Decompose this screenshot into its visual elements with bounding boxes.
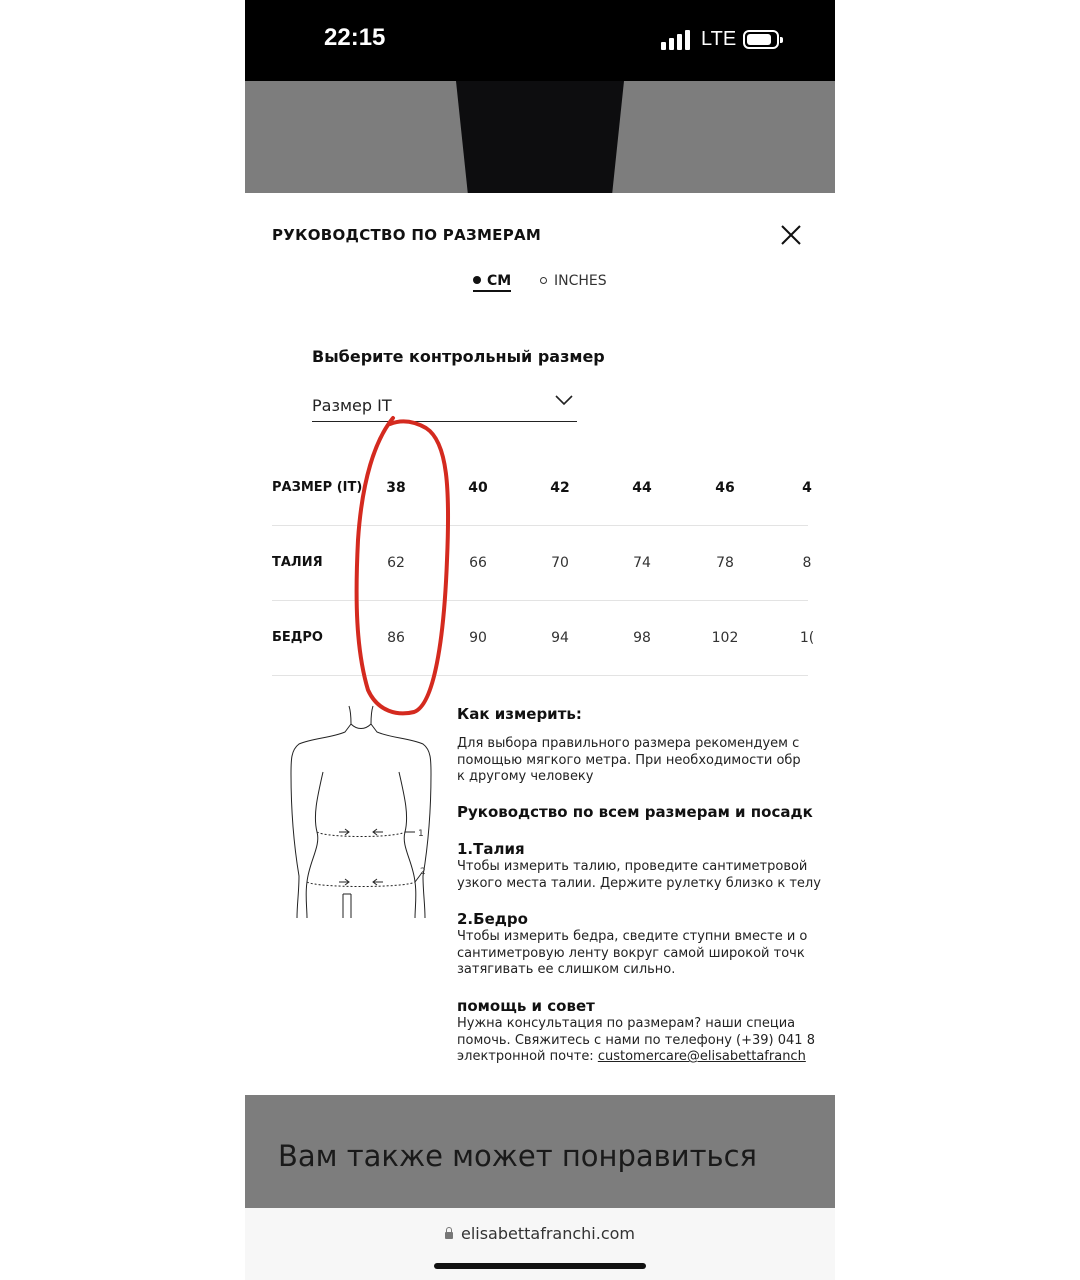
modal-title: РУКОВОДСТВО ПО РАЗМЕРАМ	[272, 226, 542, 244]
status-time: 22:15	[324, 24, 386, 51]
browser-address-bar[interactable]	[245, 1208, 835, 1280]
home-indicator[interactable]	[434, 1263, 646, 1269]
waist-cell: 8	[802, 555, 812, 571]
size-cell: 44	[632, 480, 652, 496]
table-row	[272, 450, 812, 526]
waist-cell: 66	[469, 555, 487, 571]
phone-screen	[245, 0, 835, 1280]
marker-1: 1	[418, 829, 424, 839]
support-email-link[interactable]: customercare@elisabettafranch	[597, 1049, 806, 1064]
how-to-heading: Как измерить:	[457, 705, 582, 723]
hip-text: Чтобы измерить бедра, сведите ступни вместе и о сантиметровую ленту вокруг самой широкой точк затягивать ее слишком сильно.	[457, 929, 808, 977]
waist-cell: 78	[716, 555, 734, 571]
size-system-value: Размер IT	[312, 396, 392, 415]
help-heading: помощь и совет	[457, 997, 595, 1015]
size-guide-modal	[245, 193, 835, 1095]
table-row	[272, 600, 815, 676]
size-cell: 40	[468, 480, 488, 496]
hip-cell: 94	[551, 630, 569, 646]
help-text: Нужна консультация по размерам? наши специа помочь. Свяжитесь с нами по телефону (+39) 041 8 электронной почте: customercare@elisabettafranch	[457, 1016, 815, 1064]
row-label: ТАЛИЯ	[272, 555, 323, 570]
hip-cell: 98	[633, 630, 651, 646]
body-measurement-figure	[287, 698, 437, 923]
status-bar	[245, 0, 835, 81]
reference-size-label: Выберите контрольный размер	[312, 347, 605, 366]
hip-cell: 86	[387, 630, 405, 646]
hip-cell: 1(	[799, 630, 815, 646]
size-cell: 46	[715, 480, 735, 496]
battery-icon	[743, 30, 779, 49]
unit-inches-label: INCHES	[554, 273, 607, 289]
how-to-measure	[457, 703, 821, 1083]
radio-selected-icon	[473, 276, 481, 284]
url-text: elisabettafranchi.com	[460, 1224, 636, 1243]
waist-cell: 74	[633, 555, 651, 571]
network-type: LTE	[701, 28, 737, 50]
waist-cell: 62	[387, 555, 405, 571]
recommendations-banner	[245, 1095, 835, 1208]
signal-icon	[661, 30, 691, 50]
recommendations-heading: Вам также может понравиться	[278, 1139, 757, 1173]
unit-cm-option[interactable]	[473, 273, 511, 292]
chevron-down-icon	[555, 394, 573, 406]
waist-heading: 1.Талия	[457, 840, 525, 858]
close-icon[interactable]	[779, 223, 803, 247]
unit-cm-label: CM	[487, 273, 512, 289]
hip-cell: 102	[711, 630, 739, 646]
radio-empty-icon	[540, 277, 547, 284]
marker-2: 2	[420, 867, 426, 877]
waist-cell: 70	[551, 555, 569, 571]
size-cell: 38	[386, 480, 406, 496]
unit-inches-option[interactable]	[540, 273, 607, 289]
hip-cell: 90	[469, 630, 487, 646]
hip-heading: 2.Бедро	[457, 910, 528, 928]
how-to-intro: Для выбора правильного размера рекомендуем с помощью мягкого метра. При необходимости обр к другому человеку	[457, 736, 801, 784]
url-display	[245, 1224, 835, 1243]
row-label: БЕДРО	[272, 630, 323, 645]
size-cell: 42	[550, 480, 570, 496]
guide-heading: Руководство по всем размерам и посадк	[457, 803, 813, 821]
size-system-select[interactable]	[312, 388, 577, 422]
product-image-overlay	[245, 81, 835, 193]
product-image	[456, 81, 624, 193]
lock-icon	[445, 1232, 453, 1239]
waist-text: Чтобы измерить талию, проведите сантиметровой узкого места талии. Держите рулетку близко к телу	[457, 859, 821, 891]
row-label: РАЗМЕР (IT)	[272, 480, 363, 495]
table-row	[272, 525, 812, 601]
size-cell: 4	[802, 480, 812, 496]
size-table	[272, 450, 815, 676]
